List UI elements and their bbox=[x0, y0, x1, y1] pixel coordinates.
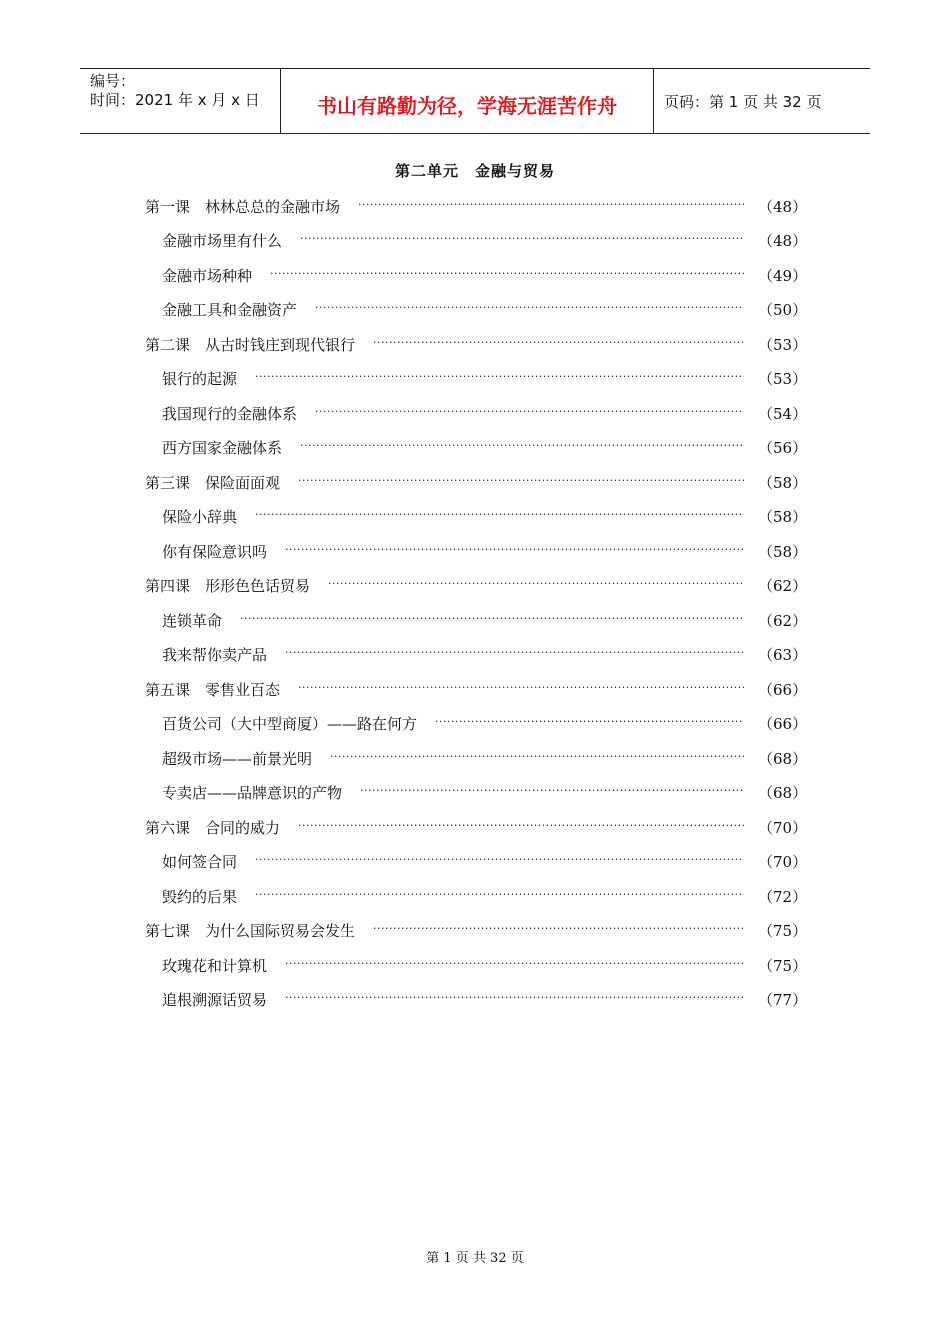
toc-lesson-row bbox=[145, 327, 808, 362]
toc-entry-title: 第三课 保险面面观 bbox=[145, 473, 281, 492]
dot-leader bbox=[358, 198, 744, 211]
toc-entry-page: （54） bbox=[758, 404, 808, 423]
dot-leader bbox=[298, 681, 744, 694]
toc-section-row bbox=[145, 741, 808, 776]
toc-lesson-row bbox=[145, 672, 808, 707]
toc-entry-title: 第一课 林林总总的金融市场 bbox=[145, 197, 341, 216]
toc-entry-page: （68） bbox=[758, 749, 808, 768]
toc-entry-title: 毁约的后果 bbox=[162, 887, 238, 906]
dot-leader bbox=[255, 853, 744, 866]
toc-entry-title: 金融工具和金融资产 bbox=[162, 301, 298, 320]
unit-title: 第二单元 金融与贸易 bbox=[394, 162, 555, 180]
dot-leader bbox=[298, 819, 744, 832]
toc-lesson-row bbox=[145, 189, 808, 224]
toc-entry-page: （53） bbox=[758, 335, 808, 354]
toc-entry-page: （66） bbox=[758, 680, 808, 699]
toc-section-row bbox=[145, 534, 808, 569]
table-of-contents bbox=[145, 189, 808, 1017]
toc-entry-page: （77） bbox=[758, 991, 808, 1010]
dot-leader bbox=[435, 715, 744, 728]
toc-entry-title: 西方国家金融体系 bbox=[162, 439, 283, 458]
dot-leader bbox=[255, 508, 744, 521]
toc-entry-title: 第二课 从古时钱庄到现代银行 bbox=[145, 335, 356, 354]
toc-entry-page: （48） bbox=[758, 197, 808, 216]
toc-entry-title: 第四课 形形色色话贸易 bbox=[145, 577, 311, 596]
header-meta bbox=[80, 69, 281, 133]
toc-entry-title: 金融市场种种 bbox=[162, 266, 253, 285]
toc-entry-page: （56） bbox=[758, 439, 808, 458]
toc-entry-title: 玫瑰花和计算机 bbox=[162, 956, 268, 975]
dot-leader bbox=[298, 474, 744, 487]
toc-section-row bbox=[145, 500, 808, 535]
toc-entry-title: 超级市场——前景光明 bbox=[162, 749, 313, 768]
dot-leader bbox=[255, 370, 744, 383]
dot-leader bbox=[285, 543, 744, 556]
dot-leader bbox=[330, 750, 744, 763]
toc-section-row bbox=[145, 983, 808, 1018]
dot-leader bbox=[285, 646, 744, 659]
toc-entry-page: （58） bbox=[758, 473, 808, 492]
header-motto: 书山有路勤为径，学海无涯苦作舟 bbox=[281, 69, 654, 133]
dot-leader bbox=[315, 405, 744, 418]
dot-leader bbox=[285, 957, 744, 970]
toc-entry-page: （58） bbox=[758, 508, 808, 527]
header-page-info: 页码：第 1 页 共 32 页 bbox=[664, 92, 822, 111]
toc-entry-page: （70） bbox=[758, 853, 808, 872]
toc-section-row bbox=[145, 258, 808, 293]
toc-lesson-row bbox=[145, 810, 808, 845]
toc-entry-title: 我国现行的金融体系 bbox=[162, 404, 298, 423]
toc-lesson-row bbox=[145, 569, 808, 604]
toc-section-row bbox=[145, 603, 808, 638]
toc-entry-page: （68） bbox=[758, 784, 808, 803]
toc-section-row bbox=[145, 224, 808, 259]
toc-section-row bbox=[145, 776, 808, 811]
toc-entry-page: （62） bbox=[758, 611, 808, 630]
toc-entry-page: （66） bbox=[758, 715, 808, 734]
toc-section-row bbox=[145, 707, 808, 742]
serial-label: 编号： bbox=[90, 72, 136, 90]
toc-entry-page: （62） bbox=[758, 577, 808, 596]
toc-lesson-row bbox=[145, 465, 808, 500]
toc-entry-page: （49） bbox=[758, 266, 808, 285]
toc-entry-page: （48） bbox=[758, 232, 808, 251]
toc-section-row bbox=[145, 293, 808, 328]
dot-leader bbox=[300, 232, 744, 245]
dot-leader bbox=[285, 991, 744, 1004]
page-footer: 第 1 页 共 32 页 bbox=[426, 1251, 524, 1266]
toc-entry-title: 专卖店——品牌意识的产物 bbox=[162, 784, 343, 803]
toc-section-row bbox=[145, 431, 808, 466]
dot-leader bbox=[373, 922, 744, 935]
dot-leader bbox=[360, 784, 744, 797]
toc-entry-page: （75） bbox=[758, 922, 808, 941]
dot-leader bbox=[328, 577, 744, 590]
toc-section-row bbox=[145, 396, 808, 431]
dot-leader bbox=[240, 612, 744, 625]
dot-leader bbox=[270, 267, 744, 280]
toc-entry-title: 保险小辞典 bbox=[162, 508, 238, 527]
toc-section-row bbox=[145, 948, 808, 983]
toc-entry-page: （75） bbox=[758, 956, 808, 975]
toc-entry-title: 你有保险意识吗 bbox=[162, 542, 268, 561]
toc-entry-title: 我来帮你卖产品 bbox=[162, 646, 268, 665]
toc-entry-page: （70） bbox=[758, 818, 808, 837]
toc-entry-title: 连锁革命 bbox=[162, 611, 223, 630]
toc-section-row bbox=[145, 845, 808, 880]
dot-leader bbox=[255, 888, 744, 901]
toc-entry-page: （72） bbox=[758, 887, 808, 906]
toc-entry-page: （58） bbox=[758, 542, 808, 561]
toc-section-row bbox=[145, 638, 808, 673]
toc-entry-title: 第七课 为什么国际贸易会发生 bbox=[145, 922, 356, 941]
toc-lesson-row bbox=[145, 914, 808, 949]
toc-section-row bbox=[145, 879, 808, 914]
dot-leader bbox=[373, 336, 744, 349]
dot-leader bbox=[315, 301, 744, 314]
dot-leader bbox=[300, 439, 744, 452]
toc-entry-page: （53） bbox=[758, 370, 808, 389]
toc-entry-title: 银行的起源 bbox=[162, 370, 238, 389]
toc-entry-title: 如何签合同 bbox=[162, 853, 238, 872]
toc-entry-page: （50） bbox=[758, 301, 808, 320]
toc-entry-page: （63） bbox=[758, 646, 808, 665]
toc-entry-title: 追根溯源话贸易 bbox=[162, 991, 268, 1010]
date-text: 时间：2021 年 x 月 x 日 bbox=[90, 91, 260, 109]
toc-entry-title: 第六课 合同的威力 bbox=[145, 818, 281, 837]
toc-section-row bbox=[145, 362, 808, 397]
toc-entry-title: 第五课 零售业百态 bbox=[145, 680, 281, 699]
toc-entry-title: 金融市场里有什么 bbox=[162, 232, 283, 251]
page-header bbox=[80, 68, 870, 134]
toc-entry-title: 百货公司（大中型商厦）——路在何方 bbox=[162, 715, 418, 734]
